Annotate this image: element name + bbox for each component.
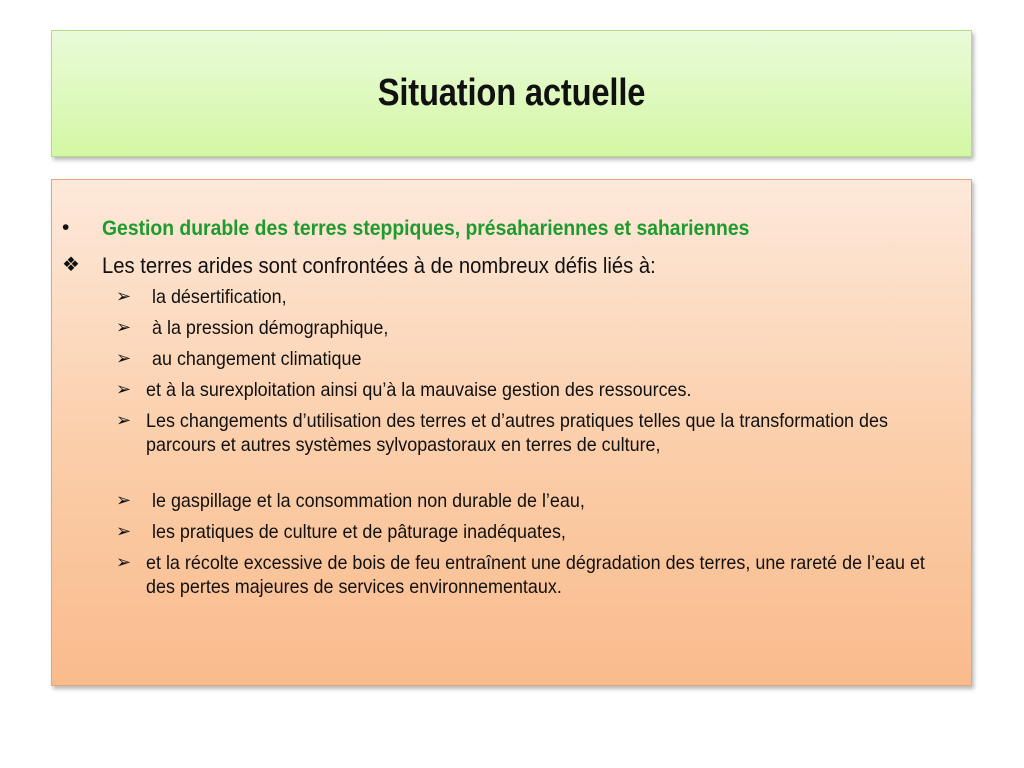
intro-line: Les terres arides sont confrontées à de nombreux défis liés à: (102, 253, 656, 278)
arrow-bullet-icon: ➢ (116, 490, 132, 510)
list-item: la désertification, (152, 286, 287, 308)
list-item: le gaspillage et la consommation non durable de l’eau, (152, 490, 585, 512)
list-item: au changement climatique (152, 348, 362, 370)
list-item: Les changements d’utilisation des terres et d’autres pratiques telles que la transformation des parcours et autres systèmes sylvopastoraux en terres de culture, (146, 410, 888, 456)
arrow-bullet-icon: ➢ (116, 379, 132, 399)
bullet-icon: • (62, 216, 70, 239)
list-item: et la récolte excessive de bois de feu entraînent une dégradation des terres, une rareté de l’eau et des pertes majeures de services environnementaux. (146, 552, 925, 598)
content-box (51, 179, 972, 686)
arrow-bullet-icon: ➢ (116, 410, 132, 430)
list-item: et à la surexploitation ainsi qu’à la mauvaise gestion des ressources. (146, 379, 692, 401)
title-box (51, 30, 972, 157)
arrow-bullet-icon: ➢ (116, 552, 132, 572)
arrow-bullet-icon: ➢ (116, 348, 132, 368)
list-item: les pratiques de culture et de pâturage inadéquates, (152, 521, 566, 543)
list-item: à la pression démographique, (152, 317, 389, 339)
arrow-bullet-icon: ➢ (116, 317, 132, 337)
arrow-bullet-icon: ➢ (116, 286, 132, 306)
slide-title: Situation actuelle (377, 72, 646, 114)
diamond-bullet-icon: ❖ (62, 254, 80, 276)
arrow-bullet-icon: ➢ (116, 521, 132, 541)
lead-heading: Gestion durable des terres steppiques, présahariennes et sahariennes (102, 216, 750, 240)
